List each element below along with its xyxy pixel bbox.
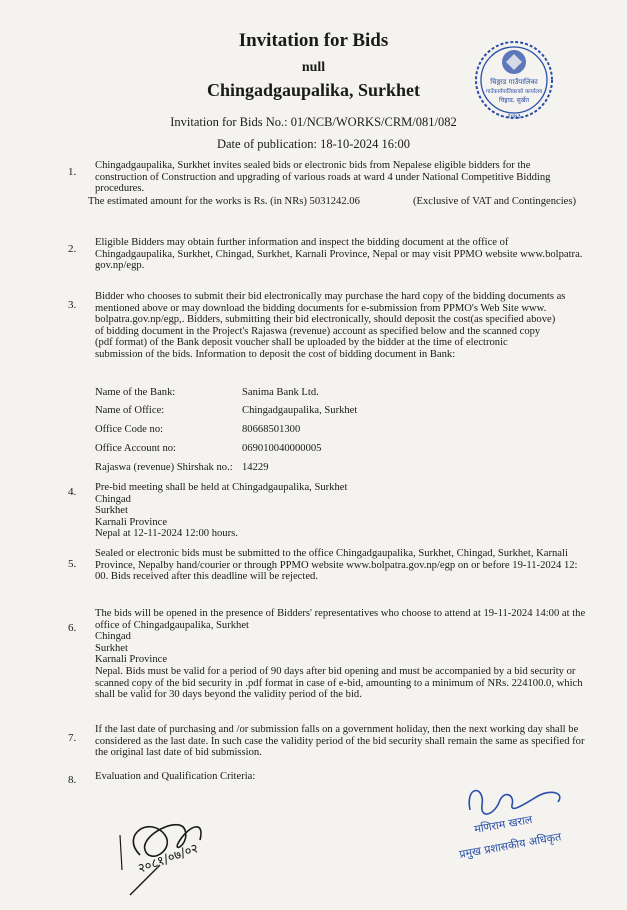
text-line: Bidder who chooses to submit their bid electronically may purchase the hard copy of the bidding documents as: [95, 291, 566, 302]
text-line: Surkhet: [95, 642, 128, 654]
signature-right: [440, 770, 590, 870]
item-number: 2.: [68, 243, 77, 255]
bank-value: 14229: [242, 462, 269, 473]
text-line: construction of Construction and upgrading of various roads at ward 4 under National Competitive Bidding: [95, 171, 551, 183]
seal-line-3: चिङ्गाड, सुर्खेत: [498, 97, 530, 104]
item-number: 7.: [68, 732, 77, 744]
text-line: scanned copy of the bid security in .pdf format in case of e-bid, amounting to a minimum of NRs. 224100.0, which: [95, 677, 583, 689]
text-line: 00. Bids received after this deadline will be rejected.: [95, 571, 318, 583]
bank-label: Office Account no:: [95, 443, 176, 454]
text-line: (pdf format) of the Bank deposit voucher shall be uploaded by the bidder at the time of electronic: [95, 337, 508, 349]
text-line: Karnali Province: [95, 654, 168, 666]
text-line: Nepal at 12-11-2024 12:00 hours.: [95, 528, 238, 540]
text-line: Pre-bid meeting shall be held at Chingadgaupalika, Surkhet: [95, 482, 348, 493]
item-number: 4.: [68, 486, 77, 498]
item-number: 1.: [68, 166, 77, 178]
text-line: If the last date of purchasing and /or submission falls on a government holiday, then the next working day shall be: [95, 724, 579, 735]
bank-label: Name of the Bank:: [95, 387, 176, 398]
seal-line-2: गाउँकार्यपालिकाको कार्यालय: [485, 89, 543, 95]
publication-date: Date of publication: 18-10-2024 16:00: [216, 137, 411, 151]
bid-number: Invitation for Bids No.: 01/NCB/WORKS/CRM/081/082: [170, 115, 457, 129]
office-seal-icon: [462, 32, 564, 128]
text-line: Karnali Province: [95, 516, 168, 528]
text-line: office of Chingadgaupalika, Surkhet: [95, 619, 249, 631]
text-line: the original last date of bid submission.: [95, 747, 262, 759]
bank-value: Sanima Bank Ltd.: [242, 387, 319, 398]
item-number: 5.: [68, 558, 77, 570]
item-1-text: [95, 160, 585, 195]
text-line: shall be valid for 30 days beyond the validity period of the bid.: [95, 689, 362, 701]
item-number: 3.: [68, 299, 77, 311]
seal-line-1: चिङ्गाड गाउँपालिका: [490, 78, 538, 86]
text-line: The bids will be opened in the presence of Bidders' representatives who choose to attend at 19-11-2024 14:00 at the: [95, 608, 586, 619]
text-line: Chingad: [95, 631, 131, 643]
text-line: of bidding document in the Project's Rajaswa (revenue) account as specified below and the scanned copy: [95, 325, 541, 337]
text-line: considered as the last date. In such case the validity period of the bid security shall remain the same as specified for: [95, 735, 585, 747]
text-line: Province, Nepalby hand/courier or through PPMO website www.bolpatra.gov.np/egp on or before 19-11-2024 12:: [95, 559, 578, 571]
bank-label: Office Code no:: [95, 424, 164, 435]
bank-value: Chingadgaupalika, Surkhet: [242, 405, 358, 416]
text-line: Evaluation and Qualification Criteria:: [95, 771, 256, 782]
text-line: bolpatra.gov.np/egp,. Bidders, submitting their bid electronically, should deposit the cost(as specified above): [95, 314, 556, 326]
bank-label: Name of Office:: [95, 405, 165, 416]
text-line: Eligible Bidders may obtain further information and inspect the bidding document at the office of: [95, 237, 509, 248]
item-number: 8.: [68, 774, 77, 786]
text-line: Chingadgaupalika, Surkhet, Chingad, Surkhet, Karnali Province, Nepal or may visit PPMO website www.bolpatra.: [95, 248, 583, 260]
bank-value: 80668501300: [242, 424, 301, 435]
bank-label: Rajaswa (revenue) Shirshak no.:: [95, 462, 233, 473]
text-line: Surkhet: [95, 505, 128, 517]
text-line: gov.np/egp.: [95, 260, 145, 272]
signatory-name: मणिराम खराल: [473, 812, 534, 836]
estimated-amount: The estimated amount for the works is Rs. (in NRs) 5031242.06: [88, 196, 360, 207]
signature-date: २०८१/०७/०२: [136, 841, 201, 877]
document-title: Invitation for Bids: [238, 30, 389, 51]
document-subtitle: null: [301, 60, 326, 75]
seal-year: २०७३: [507, 112, 521, 120]
item-number: 6.: [68, 622, 77, 634]
item-5-text: [95, 548, 585, 583]
text-line: submission of the bids. Information to deposit the cost of bidding document in Bank:: [95, 348, 456, 360]
text-line: mentioned above or may download the bidding documents for e-submission from PPMO's Web Site www.: [95, 302, 547, 314]
signatory-title: प्रमुख प्रशासकीय अधिकृत: [458, 830, 563, 861]
text-line: Sealed or electronic bids must be submitted to the office Chingadgaupalika, Surkhet, Chingad, Surkhet, Karnali: [95, 548, 568, 559]
signature-left: [110, 795, 270, 905]
bank-value: 069010040000005: [242, 443, 322, 454]
office-name: Chingadgaupalika, Surkhet: [206, 80, 421, 100]
item-4-text: [95, 482, 585, 540]
item-7-text: [95, 724, 585, 759]
item-6-text: [95, 608, 585, 701]
estimate-note: (Exclusive of VAT and Contingencies): [413, 196, 577, 207]
text-line: Chingadgaupalika, Surkhet invites sealed bids or electronic bids from Nepalese eligible bidders for the: [95, 160, 531, 171]
text-line: Chingad: [95, 493, 131, 505]
text-line: procedures.: [95, 183, 145, 195]
item-2-text: [95, 237, 585, 272]
text-line: Nepal. Bids must be valid for a period of 90 days after bid opening and must be accompanied by a bid security or: [95, 665, 576, 677]
item-3-text: [95, 291, 585, 361]
